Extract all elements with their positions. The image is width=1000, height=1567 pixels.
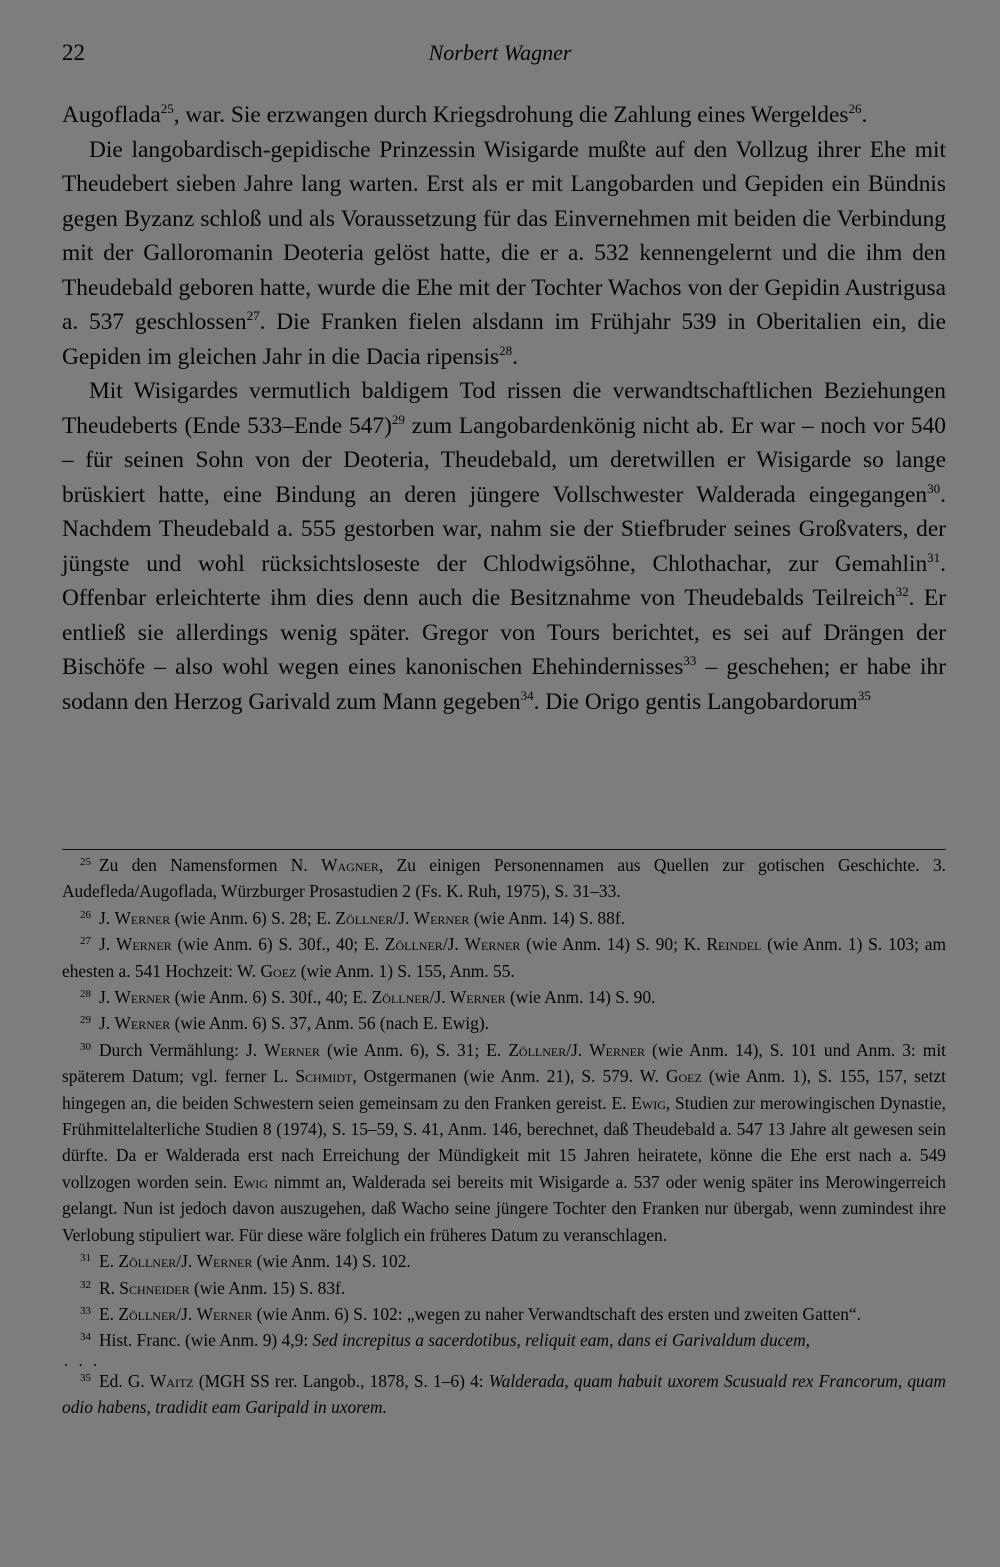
note-reference: 30 — [927, 480, 941, 496]
author-name: Werner — [114, 907, 171, 928]
footnote-number: 29 — [80, 1014, 91, 1027]
author-name: Werner — [464, 934, 521, 955]
author-name: Goez — [665, 1066, 702, 1087]
author-name: Zöllner — [118, 1251, 177, 1272]
footnotes — [62, 852, 946, 1421]
note-reference: 27 — [246, 308, 260, 323]
footnote-number: 32 — [80, 1278, 91, 1291]
note-reference: 26 — [848, 101, 862, 116]
footnote-text: J. Werner (wie Anm. 6) S. 37, Anm. 56 (nach E. Ewig). — [99, 1013, 490, 1034]
footnote-number: 27 — [80, 935, 91, 948]
ellipsis — [62, 1350, 946, 1370]
footnote-text: E. Zöllner/J. Werner (wie Anm. 6) S. 102: „wegen zu naher Verwandtschaft des ersten und zweiten Gatten“. — [99, 1303, 861, 1324]
footnote-text: Durch Vermählung: J. Werner (wie Anm. 6), S. 31; E. Zöllner/J. Werner (wie Anm. 14), S. 101 und Anm. 3: mit späterem Datum; vgl. ferner L. Schmidt, Ostgermanen (wie Anm. 21), S. 579. W. Goez (wie Anm. 1), S. 155, 157, setzt hingegen an, die beiden Schwestern seien gemeinsam zu den Franken gereist. E. Ewig, Studien zur merowingischen Dynastie, Frühmittelalterliche Studien 8 (1974), S. 15–59, S. 41, Anm. 146, berechnet, daß Theudebald a. 547 13 Jahre alt gewesen sein dürfte. Da er Walderada erst nach Erreichung der Mündigkeit mit 15 Jahren heiratete, könne die Ehe erst nach a. 549 vollzogen worden sein. Ewig nimmt an, Walderada sei bereits mit Wisigarde a. 537 oder wenig später ins Merowingerreich gelangt. Nun ist jedoch davon auszugehen, daß Wacho seine jüngere Tochter den Franken nur übergab, wenn zumindest ihre Verlobung stipuliert war. Für diese wäre folglich ein früheres Datum zu veranschlagen. — [62, 1039, 947, 1245]
note-reference: 34 — [520, 687, 534, 703]
footnote — [62, 1301, 946, 1327]
author-name: Werner — [196, 1303, 253, 1324]
footnote-text: R. Schneider (wie Anm. 15) S. 83f. — [99, 1277, 346, 1298]
author-name: Werner — [413, 907, 470, 928]
footnote-divider — [62, 849, 946, 850]
running-head: Norbert Wagner — [428, 40, 572, 65]
author-name: Werner — [264, 1039, 320, 1060]
footnote-number: 28 — [80, 988, 91, 1001]
note-reference: 29 — [391, 411, 405, 427]
latin-quote: Walderada, quam habuit uxorem Scusuald rex Francorum, quam odio habens, tradidit eam Garipald in uxorem. — [62, 1370, 946, 1418]
author-name: Waitz — [149, 1370, 194, 1391]
footnote-text: Hist. Franc. (wie Anm. 9) 4,9: Sed increpitus a sacerdotibus, reliquit eam, dans ei Garivaldum ducem, — [99, 1330, 810, 1351]
footnote — [62, 1010, 946, 1036]
footnote-text: Ed. G. Waitz (MGH SS rer. Langob., 1878, S. 1–6) 4: Walderada, quam habuit uxorem Scusuald rex Francorum, quam odio habens, tradidit eam Garipald in uxorem. — [62, 1370, 946, 1418]
author-name: Werner — [589, 1039, 645, 1060]
author-name: Zöllner — [384, 934, 443, 955]
footnote-number: 25 — [80, 856, 91, 868]
footnote-number: 33 — [80, 1304, 91, 1317]
footnote-text: J. Werner (wie Anm. 6) S. 28; E. Zöllner/J. Werner (wie Anm. 14) S. 88f. — [99, 907, 625, 928]
author-name: Zöllner — [371, 987, 430, 1008]
note-reference: 32 — [895, 584, 909, 599]
footnote — [62, 1327, 946, 1353]
author-name: Schneider — [119, 1277, 190, 1298]
note-reference: 35 — [857, 687, 871, 703]
footnote-number: 31 — [80, 1252, 91, 1265]
page-number: 22 — [62, 40, 85, 65]
footnote — [62, 984, 946, 1010]
footnote — [62, 1275, 946, 1301]
footnote-text: Zu den Namensformen N. Wagner, Zu einigen Personennamen aus Quellen zur gotischen Geschichte. 3. Audefleda/Augoflada, Würzburger Prosastudien 2 (Fs. K. Ruh, 1975), S. 31–33. — [62, 855, 947, 902]
author-name: Zöllner — [118, 1303, 177, 1324]
paragraph: Mit Wisigardes vermutlich baldigem Tod rissen die verwandtschaftlichen Beziehungen Theudeberts (Ende 533–Ende 547)$^{29}$ zum Langobardenkönig nicht ab. Er war – noch vor 540 – für seinen Sohn von der Deoteria, Theudebald, um deretwillen er Wisigarde so lange brüskiert hatte, eine Bindung an deren jüngere Vollschwester Walderada eingegangen$^{30}$. Nachdem Theudebald a. 555 gestorben war, nahm sie der Stiefbruder seines Großvaters, der jüngste und wohl rücksichtsloseste der Chlodwigsöhne, Chlothachar, zur Gemahlin$^{31}$. Offenbar erleichterte ihm dies denn auch die Besitznahme von Theudebalds Teilreich$^{32}$. Er entließ sie allerdings wenig später. Gregor von Tours berichtet, es sei auf Drängen der Bischöfe – also wohl wegen eines kanonischen Ehehindernisses$^{33}$ – geschehen; er habe ihr sodann den Herzog Garivald zum Mann gegeben$^{34}$. Die Origo gentis Langobardorum$^{35}$ — [62, 378, 947, 715]
author-name: Werner — [449, 987, 506, 1008]
author-name: Werner — [196, 1251, 253, 1272]
author-name: Werner — [114, 987, 171, 1008]
footnote-number: 35 — [80, 1371, 91, 1384]
latin-quote: Sed increpitus a sacerdotibus, reliquit eam, dans ei Garivaldum ducem, — [312, 1330, 810, 1351]
footnote — [62, 852, 946, 905]
ellipsis-text: . . . — [64, 1350, 101, 1370]
footnote — [62, 1037, 946, 1248]
author-name: Werner — [114, 1013, 171, 1034]
paragraph: Augoflada$^{25}$, war. Sie erzwangen durch Kriegsdrohung die Zahlung eines Wergeldes$^{26}$. — [62, 101, 868, 128]
author-name: Ewig — [631, 1092, 666, 1113]
footnote — [62, 931, 946, 984]
note-reference: 28 — [499, 342, 513, 358]
note-reference: 31 — [927, 549, 941, 565]
footnote — [62, 1248, 946, 1274]
footnote-number: 34 — [80, 1331, 91, 1344]
note-reference: 33 — [683, 653, 697, 668]
footnote-text: J. Werner (wie Anm. 6) S. 30f., 40; E. Zöllner/J. Werner (wie Anm. 14) S. 90; K. Reindel (wie Anm. 1) S. 103; am ehesten a. 541 Hochzeit: W. Goez (wie Anm. 1) S. 155, Anm. 55. — [62, 934, 946, 981]
footnote-number: 30 — [80, 1040, 91, 1053]
author-name: Reindel — [706, 934, 762, 955]
author-name: Schmidt — [295, 1066, 353, 1087]
author-name: Wagner — [321, 855, 379, 875]
footnote-text: E. Zöllner/J. Werner (wie Anm. 14) S. 102. — [99, 1251, 411, 1272]
note-reference: 25 — [160, 101, 174, 116]
footnote — [62, 1368, 946, 1421]
footnote-text: J. Werner (wie Anm. 6) S. 30f., 40; E. Zöllner/J. Werner (wie Anm. 14) S. 90. — [99, 987, 656, 1008]
author-name: Ewig — [233, 1171, 268, 1192]
author-name: Werner — [115, 934, 172, 955]
footnote — [62, 905, 946, 931]
paragraph: Die langobardisch-gepidische Prinzessin Wisigarde mußte auf den Vollzug ihrer Ehe mit Theudebert sieben Jahre lang warten. Erst als er mit Langobarden und Gepiden ein Bündnis gegen Byzanz schloß und als Voraussetzung für das Einvernehmen mit beiden die Verbindung mit der Galloromanin Deoteria gelöst hatte, die er a. 532 kennengelernt und die ihm den Theudebald geboren hatte, wurde die Ehe mit der Tochter Wachos von der Gepidin Austrigusa a. 537 geschlossen$^{27}$. Die Franken fielen alsdann im Frühjahr 539 in Oberitalien ein, die Gepiden im gleichen Jahr in die Dacia ripensis$^{28}$. — [62, 136, 946, 370]
main-text — [62, 98, 946, 719]
author-name: Zöllner — [335, 907, 394, 928]
footnote-number: 26 — [80, 908, 91, 921]
author-name: Goez — [260, 960, 297, 981]
author-name: Zöllner — [508, 1039, 567, 1060]
